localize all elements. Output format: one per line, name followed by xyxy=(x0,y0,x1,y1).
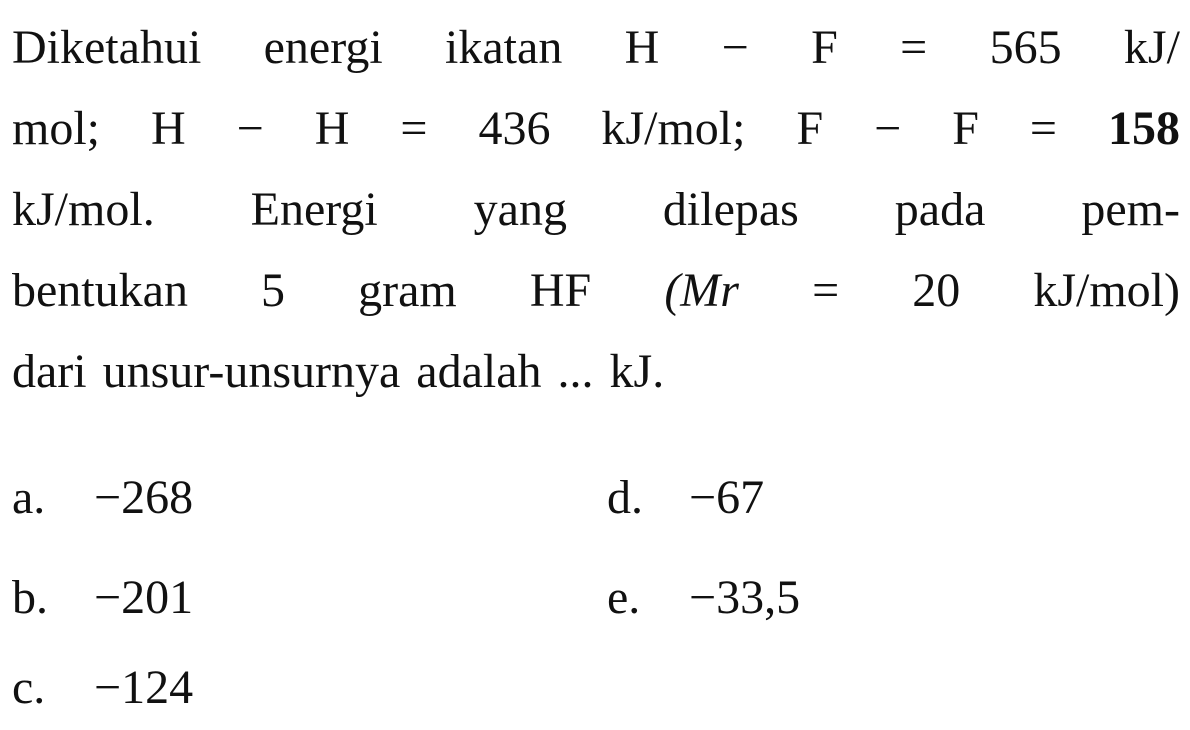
question-word: dilepas xyxy=(662,183,799,236)
option-e[interactable] xyxy=(607,565,800,631)
question-word: adalah xyxy=(416,345,542,398)
question-word: 565 xyxy=(989,21,1062,74)
option-letter: b. xyxy=(12,571,48,624)
question-word: unsur-unsurnya xyxy=(102,345,401,398)
question-word: − xyxy=(236,102,264,155)
option-value: −124 xyxy=(94,661,194,714)
question-word: dari xyxy=(12,345,87,398)
question-word: yang xyxy=(473,183,567,236)
option-d[interactable] xyxy=(607,465,764,531)
question-word: gram xyxy=(358,264,457,317)
question-word: mol; xyxy=(12,102,101,155)
question-word: Diketahui xyxy=(12,21,202,74)
question-word: F xyxy=(811,21,838,74)
question-word: 436 xyxy=(478,102,551,155)
question-word: bentukan xyxy=(12,264,188,317)
option-value: −201 xyxy=(94,571,194,624)
question-word: = xyxy=(1029,102,1057,155)
question-word: kJ/mol; xyxy=(601,102,746,155)
question-word: (Mr xyxy=(664,264,739,317)
question-word: H xyxy=(151,102,186,155)
option-letter: d. xyxy=(607,471,643,524)
question-word: − xyxy=(721,21,749,74)
option-b[interactable] xyxy=(12,565,193,631)
question-word: ... xyxy=(557,345,594,398)
question-word: kJ/mol. xyxy=(12,183,155,236)
question-word: 158 xyxy=(1107,102,1180,155)
question-word: kJ/ xyxy=(1123,21,1180,74)
option-a[interactable] xyxy=(12,465,193,531)
option-value: −67 xyxy=(689,471,765,524)
option-value: −33,5 xyxy=(689,571,801,624)
option-letter: a. xyxy=(12,471,46,524)
option-letter: e. xyxy=(607,571,641,624)
question-word: energi xyxy=(263,21,383,74)
question-word: Energi xyxy=(250,183,378,236)
question-word: 20 xyxy=(912,264,961,317)
question-word: H xyxy=(624,21,660,74)
question-word: H xyxy=(314,102,350,155)
option-c[interactable] xyxy=(12,655,193,721)
question-word: F xyxy=(796,102,824,155)
question-word: HF xyxy=(529,264,592,317)
question-word: kJ. xyxy=(609,345,665,398)
question-word: − xyxy=(874,102,902,155)
question-word: = xyxy=(900,21,928,74)
option-value: −268 xyxy=(94,471,194,524)
question-word: kJ/mol) xyxy=(1033,264,1180,317)
question-word: pem- xyxy=(1081,183,1180,236)
option-letter: c. xyxy=(12,661,46,714)
question-word: pada xyxy=(894,183,986,236)
question-word: F xyxy=(952,102,979,155)
question-word: ikatan xyxy=(445,21,563,74)
question-word: 5 xyxy=(261,264,286,317)
question-word: = xyxy=(400,102,428,155)
question-word: = xyxy=(812,264,840,317)
